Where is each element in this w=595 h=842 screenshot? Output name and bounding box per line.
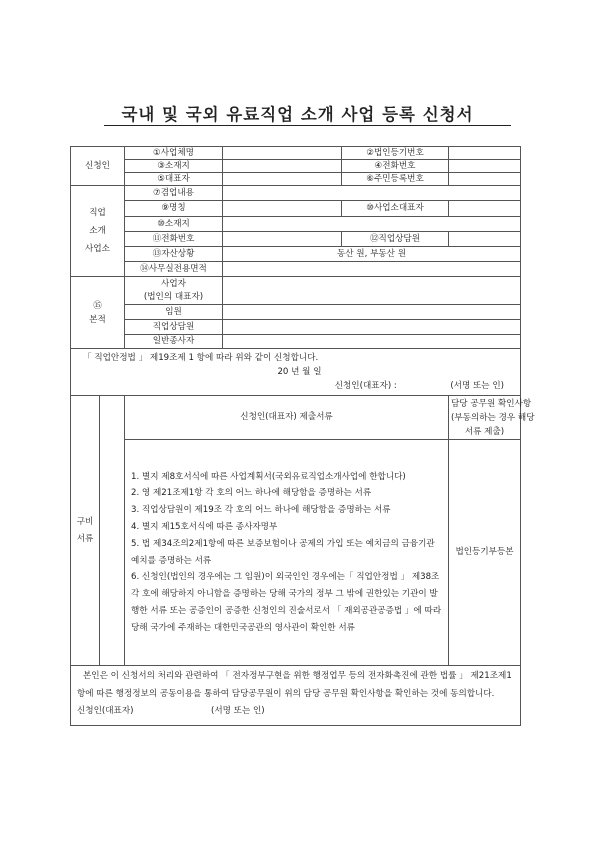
doc-item-1: 1. 별지 제8호서식에 따른 사업계획서(국외유료직업소개사업에 한합니다)	[131, 471, 406, 482]
doc-item-6: 6. 신청인(법인의 경우에는 그 임원)이 외국인인 경우에는「 직업안정법 」 제38조 각 호에 해당하지 아니함을 증명하는 당해 국가의 정부 그 밖에 권한있는 기관이 발행한 서류 또는 공증인이 공증한 신청인의 진술서로서 「 재외공관공증법 」에 따라 당해 국가에 주재하는 대한민국공관의 영사관이 확인한 서류	[131, 572, 442, 633]
office-rep-label: ⑩사업소대표자	[342, 201, 449, 217]
verify-item: 법인등기부등본	[449, 440, 521, 666]
owner-label-line2: (법인의 대표자)	[143, 291, 204, 302]
staff-label-text: 본적	[89, 314, 106, 325]
title-underline	[104, 125, 511, 126]
staff-counselor-field[interactable]	[223, 320, 521, 335]
business-name-field[interactable]	[223, 147, 342, 160]
verify-header: 담당 공무원 확인사항 (부동의하는 경우 해당 서류 제출)	[449, 396, 521, 440]
application-form-table	[70, 146, 535, 726]
declaration-law-text: 「 직업안정법 」 제19조제 1 항에 따라 위와 같이 신청합니다.	[83, 353, 319, 363]
applicant-label: 신청인	[71, 147, 125, 186]
owner-label	[125, 277, 223, 305]
agreement-block	[71, 666, 521, 726]
office-address-field[interactable]	[223, 217, 521, 232]
owner-field[interactable]	[223, 277, 521, 305]
phone-label: ④전화번호	[342, 160, 449, 173]
counselor-field[interactable]	[449, 232, 521, 247]
office-phone-field[interactable]	[223, 232, 342, 247]
employee-label: 일반종사자	[125, 335, 223, 349]
resident-no-field[interactable]	[449, 173, 521, 186]
corp-reg-no-field[interactable]	[449, 147, 521, 160]
agreement-sign-note: (서명 또는 인)	[210, 706, 265, 716]
assets-field[interactable]: 동산 원, 부동산 원	[223, 247, 521, 262]
agreement-signer: 신청인(대표자)	[77, 706, 134, 716]
staff-counselor-label: 직업상담원	[125, 320, 223, 335]
office-name-field[interactable]	[223, 201, 342, 217]
counselor-label: ⑫직업상담원	[342, 232, 449, 247]
office-label: 직업 소개 사업소	[71, 186, 125, 277]
corp-reg-no-label: ②법인등기번호	[342, 147, 449, 160]
doc-item-2: 2. 영 제21조제1항 각 호의 어느 하나에 해당함을 증명하는 서류	[131, 488, 372, 499]
declaration-signer: 신청인(대표자) :	[334, 381, 397, 391]
address-label: ③소재지	[125, 160, 223, 173]
business-name-label: ①사업체명	[125, 147, 223, 160]
office-name-label: ⑨명칭	[125, 201, 223, 217]
declaration-sign-note: (서명 또는 인)	[450, 381, 504, 391]
business-content-label: ⑦겸업내용	[125, 186, 223, 201]
employee-field[interactable]	[223, 335, 521, 349]
owner-label-line1: 사업자	[161, 278, 186, 289]
officer-label: 임원	[125, 305, 223, 320]
office-area-label: ⑭사무실전용면적	[125, 262, 223, 277]
doc-item-4: 4. 별지 제15호서식에 따른 종사자명부	[131, 521, 278, 532]
submit-docs-header: 신청인(대표자) 제출서류	[125, 396, 449, 440]
documents-side-label: 구비 서류	[71, 396, 100, 666]
submit-docs-list	[125, 440, 449, 666]
assets-label: ⑬자산상황	[125, 247, 223, 262]
declaration-date: 20 년 월 일	[277, 367, 322, 377]
staff-label	[71, 277, 125, 349]
representative-label: ⑤대표자	[125, 173, 223, 186]
declaration-block	[71, 349, 521, 396]
office-phone-label: ⑪전화번호	[125, 232, 223, 247]
office-area-field[interactable]	[223, 262, 521, 277]
phone-field[interactable]	[449, 160, 521, 173]
resident-no-label: ⑥주민등록번호	[342, 173, 449, 186]
business-content-field[interactable]	[223, 186, 521, 201]
agreement-text: 본인은 이 신청서의 처리와 관련하여 「 전자정부구현을 위한 행정업무 등의 전자화촉진에 관한 법률 」 제21조제1항에 따른 행정정보의 공동이용을 통하여 담당공무원이 위의 담당 공무원 확인사항을 확인하는 것에 동의합니다.	[77, 671, 512, 699]
doc-item-5: 5. 법 제34조의2제1항에 따른 보증보험이나 공제의 가입 또는 예치금의 금융기관 예치를 증명하는 서류	[131, 538, 435, 566]
declaration-signature-line	[75, 379, 516, 393]
officer-field[interactable]	[223, 305, 521, 320]
doc-item-3: 3. 직업상담원이 제19조 각 호의 어느 하나에 해당함을 증명하는 서류	[131, 505, 391, 516]
address-field[interactable]	[223, 160, 342, 173]
office-rep-field[interactable]	[449, 201, 521, 217]
agreement-signature-line	[77, 703, 514, 721]
representative-field[interactable]	[223, 173, 342, 186]
form-title: 국내 및 국외 유료직업 소개 사업 등록 신청서	[121, 105, 474, 124]
office-address-label: ⑩소재지	[125, 217, 223, 232]
staff-label-number: ⑮	[93, 300, 102, 311]
